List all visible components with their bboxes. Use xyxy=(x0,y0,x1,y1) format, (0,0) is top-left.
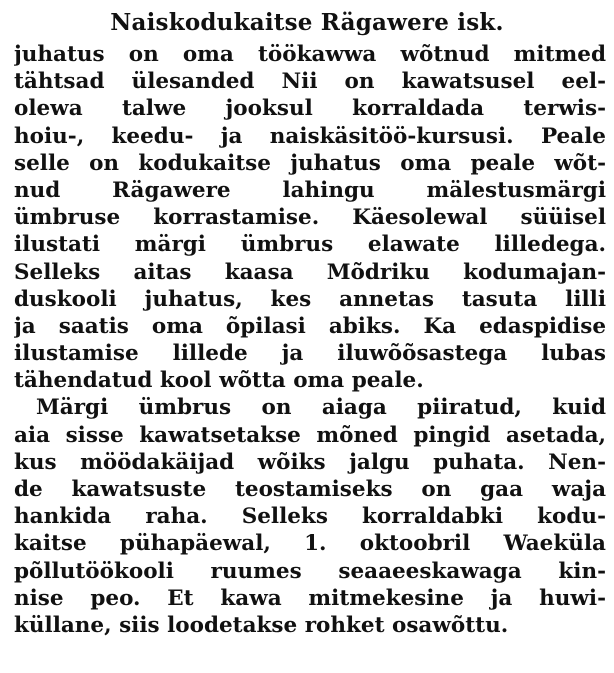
text-line: Selleks aitas kaasa Mõdriku kodumajan- xyxy=(14,259,606,285)
article-body xyxy=(14,41,606,639)
text-line: ümbruse korrastamise. Käesolewal süüisel xyxy=(14,205,606,231)
text-line: ilustamise lillede ja iluwõõsastega lubas xyxy=(14,341,606,367)
text-line: juhatus on oma töökawwa wõtnud mitmed xyxy=(14,42,606,67)
text-line: nise peo. Et kawa mitmekesine ja huwi- xyxy=(14,585,606,611)
text-line: tähendatud kool wõtta oma peale. xyxy=(14,368,424,394)
text-line: selle on kodukaitse juhatus oma peale wõt- xyxy=(14,150,606,176)
text-line: ja saatis oma õpilasi abiks. Ka edaspidise xyxy=(14,313,606,339)
text-line: hoiu-, keedu- ja naiskäsitöö-kursusi. Peale xyxy=(14,123,606,149)
article-headline: Naiskodukaitse Rägawere isk. xyxy=(110,9,504,36)
text-line: olewa talwe jooksul korraldada terwis- xyxy=(14,96,606,122)
text-line: de kawatsuste teostamiseks on gaa waja xyxy=(14,477,606,502)
text-line: aia sisse kawatsetakse mõned pingid asetada, xyxy=(14,422,606,448)
text-line: põllutöökooli ruumes seaaeeskawaga kin- xyxy=(14,558,606,584)
text-line: hankida raha. Selleks korraldabki kodu- xyxy=(14,504,606,530)
text-line: küllane, siis loodetakse rohket osawõttu. xyxy=(14,612,509,638)
text-line: nud Rägawere lahingu mälestusmärgi xyxy=(14,177,606,203)
text-line: kus möödakäijad wõiks jalgu puhata. Nen- xyxy=(14,449,606,475)
text-line: duskooli juhatus, kes annetas tasuta lilli xyxy=(14,286,606,312)
text-line: ilustati märgi ümbrus elawate lilledega. xyxy=(14,232,606,258)
text-line: Märgi ümbrus on aiaga piiratud, kuid xyxy=(36,395,606,421)
text-line: tähtsad ülesanded Nii on kawatsusel eel- xyxy=(14,69,606,95)
text-line: kaitse pühapäewal, 1. oktoobril Waeküla xyxy=(14,531,606,557)
